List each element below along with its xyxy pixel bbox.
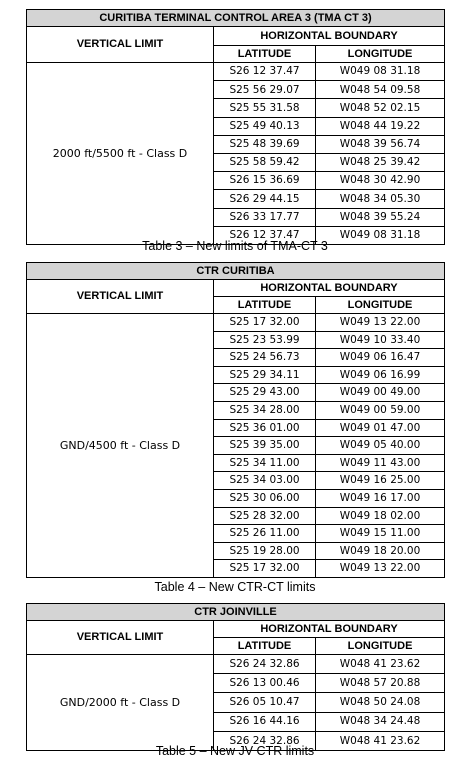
longitude-cell: W048 34 24.48 (316, 712, 445, 731)
latitude-cell: S26 24 32.86 (214, 655, 316, 674)
table-title: CTR CURITIBA (27, 263, 445, 280)
longitude-cell: W049 13 22.00 (316, 560, 445, 578)
longitude-cell: W049 05 40.00 (316, 437, 445, 455)
longitude-header: LONGITUDE (316, 297, 445, 314)
latitude-cell: S25 58 59.42 (214, 153, 316, 171)
latitude-cell: S26 15 36.69 (214, 172, 316, 190)
longitude-cell: W049 01 47.00 (316, 419, 445, 437)
horizontal-boundary-header: HORIZONTAL BOUNDARY (214, 27, 445, 46)
latitude-cell: S25 26 11.00 (214, 525, 316, 543)
latitude-cell: S25 29 34.11 (214, 366, 316, 384)
table-row (27, 655, 445, 674)
latitude-cell: S25 56 29.07 (214, 81, 316, 99)
longitude-cell: W048 57 20.88 (316, 674, 445, 693)
vertical-limit-value: GND/4500 ft - Class D (27, 314, 214, 578)
latitude-cell: S25 34 11.00 (214, 454, 316, 472)
longitude-cell: W048 39 55.24 (316, 208, 445, 226)
longitude-cell: W048 41 23.62 (316, 655, 445, 674)
latitude-cell: S26 12 37.47 (214, 226, 316, 244)
latitude-cell: S25 48 39.69 (214, 135, 316, 153)
coordinates-table (26, 603, 445, 751)
vertical-limit-header: VERTICAL LIMIT (27, 280, 214, 314)
table-caption: Table 3 – New limits of TMA-CT 3 (142, 239, 328, 253)
table-title: CURITIBA TERMINAL CONTROL AREA 3 (TMA CT 3) (27, 10, 445, 27)
longitude-cell: W048 34 05.30 (316, 190, 445, 208)
latitude-cell: S25 19 28.00 (214, 542, 316, 560)
longitude-header: LONGITUDE (316, 638, 445, 655)
longitude-cell: W048 39 56.74 (316, 135, 445, 153)
longitude-cell: W049 06 16.47 (316, 349, 445, 367)
vertical-limit-header: VERTICAL LIMIT (27, 27, 214, 63)
latitude-cell: S25 24 56.73 (214, 349, 316, 367)
longitude-cell: W049 00 49.00 (316, 384, 445, 402)
latitude-cell: S26 16 44.16 (214, 712, 316, 731)
horizontal-boundary-header: HORIZONTAL BOUNDARY (214, 621, 445, 638)
longitude-cell: W049 15 11.00 (316, 525, 445, 543)
latitude-cell: S25 29 43.00 (214, 384, 316, 402)
horizontal-boundary-header: HORIZONTAL BOUNDARY (214, 280, 445, 297)
latitude-cell: S26 13 00.46 (214, 674, 316, 693)
longitude-cell: W048 54 09.58 (316, 81, 445, 99)
latitude-cell: S26 33 17.77 (214, 208, 316, 226)
latitude-cell: S25 39 35.00 (214, 437, 316, 455)
table-row (27, 314, 445, 332)
latitude-cell: S25 49 40.13 (214, 117, 316, 135)
latitude-cell: S26 12 37.47 (214, 63, 316, 81)
latitude-cell: S26 05 10.47 (214, 693, 316, 712)
table-row (27, 63, 445, 81)
longitude-cell: W049 00 59.00 (316, 401, 445, 419)
latitude-cell: S25 30 06.00 (214, 489, 316, 507)
latitude-cell: S26 24 32.86 (214, 731, 316, 750)
latitude-cell: S25 36 01.00 (214, 419, 316, 437)
longitude-cell: W048 30 42.90 (316, 172, 445, 190)
table-ctr-joinville (26, 603, 444, 751)
table-caption: Table 4 – New CTR-CT limits (154, 580, 316, 594)
table-title: CTR JOINVILLE (27, 604, 445, 621)
latitude-cell: S25 17 32.00 (214, 314, 316, 332)
latitude-cell: S25 23 53.99 (214, 331, 316, 349)
longitude-cell: W049 08 31.18 (316, 226, 445, 244)
vertical-limit-header: VERTICAL LIMIT (27, 621, 214, 655)
longitude-cell: W049 11 43.00 (316, 454, 445, 472)
longitude-cell: W049 18 02.00 (316, 507, 445, 525)
table-caption: Table 5 – New JV CTR limits (155, 744, 315, 758)
longitude-cell: W049 10 33.40 (316, 331, 445, 349)
latitude-cell: S25 17 32.00 (214, 560, 316, 578)
longitude-cell: W049 16 25.00 (316, 472, 445, 490)
latitude-cell: S25 34 28.00 (214, 401, 316, 419)
table-tma-ct3 (26, 9, 444, 245)
latitude-header: LATITUDE (214, 297, 316, 314)
longitude-cell: W048 44 19.22 (316, 117, 445, 135)
vertical-limit-value: GND/2000 ft - Class D (27, 655, 214, 751)
latitude-header: LATITUDE (214, 46, 316, 63)
longitude-cell: W048 52 02.15 (316, 99, 445, 117)
longitude-cell: W048 41 23.62 (316, 731, 445, 750)
latitude-cell: S25 34 03.00 (214, 472, 316, 490)
longitude-cell: W049 06 16.99 (316, 366, 445, 384)
latitude-cell: S25 28 32.00 (214, 507, 316, 525)
longitude-header: LONGITUDE (316, 46, 445, 63)
coordinates-table (26, 9, 445, 245)
table-ctr-curitiba (26, 262, 444, 578)
longitude-cell: W049 18 20.00 (316, 542, 445, 560)
latitude-header: LATITUDE (214, 638, 316, 655)
coordinates-table (26, 262, 445, 578)
longitude-cell: W049 08 31.18 (316, 63, 445, 81)
longitude-cell: W049 16 17.00 (316, 489, 445, 507)
latitude-cell: S26 29 44.15 (214, 190, 316, 208)
latitude-cell: S25 55 31.58 (214, 99, 316, 117)
vertical-limit-value: 2000 ft/5500 ft - Class D (27, 63, 214, 245)
longitude-cell: W048 25 39.42 (316, 153, 445, 171)
longitude-cell: W048 50 24.08 (316, 693, 445, 712)
longitude-cell: W049 13 22.00 (316, 314, 445, 332)
